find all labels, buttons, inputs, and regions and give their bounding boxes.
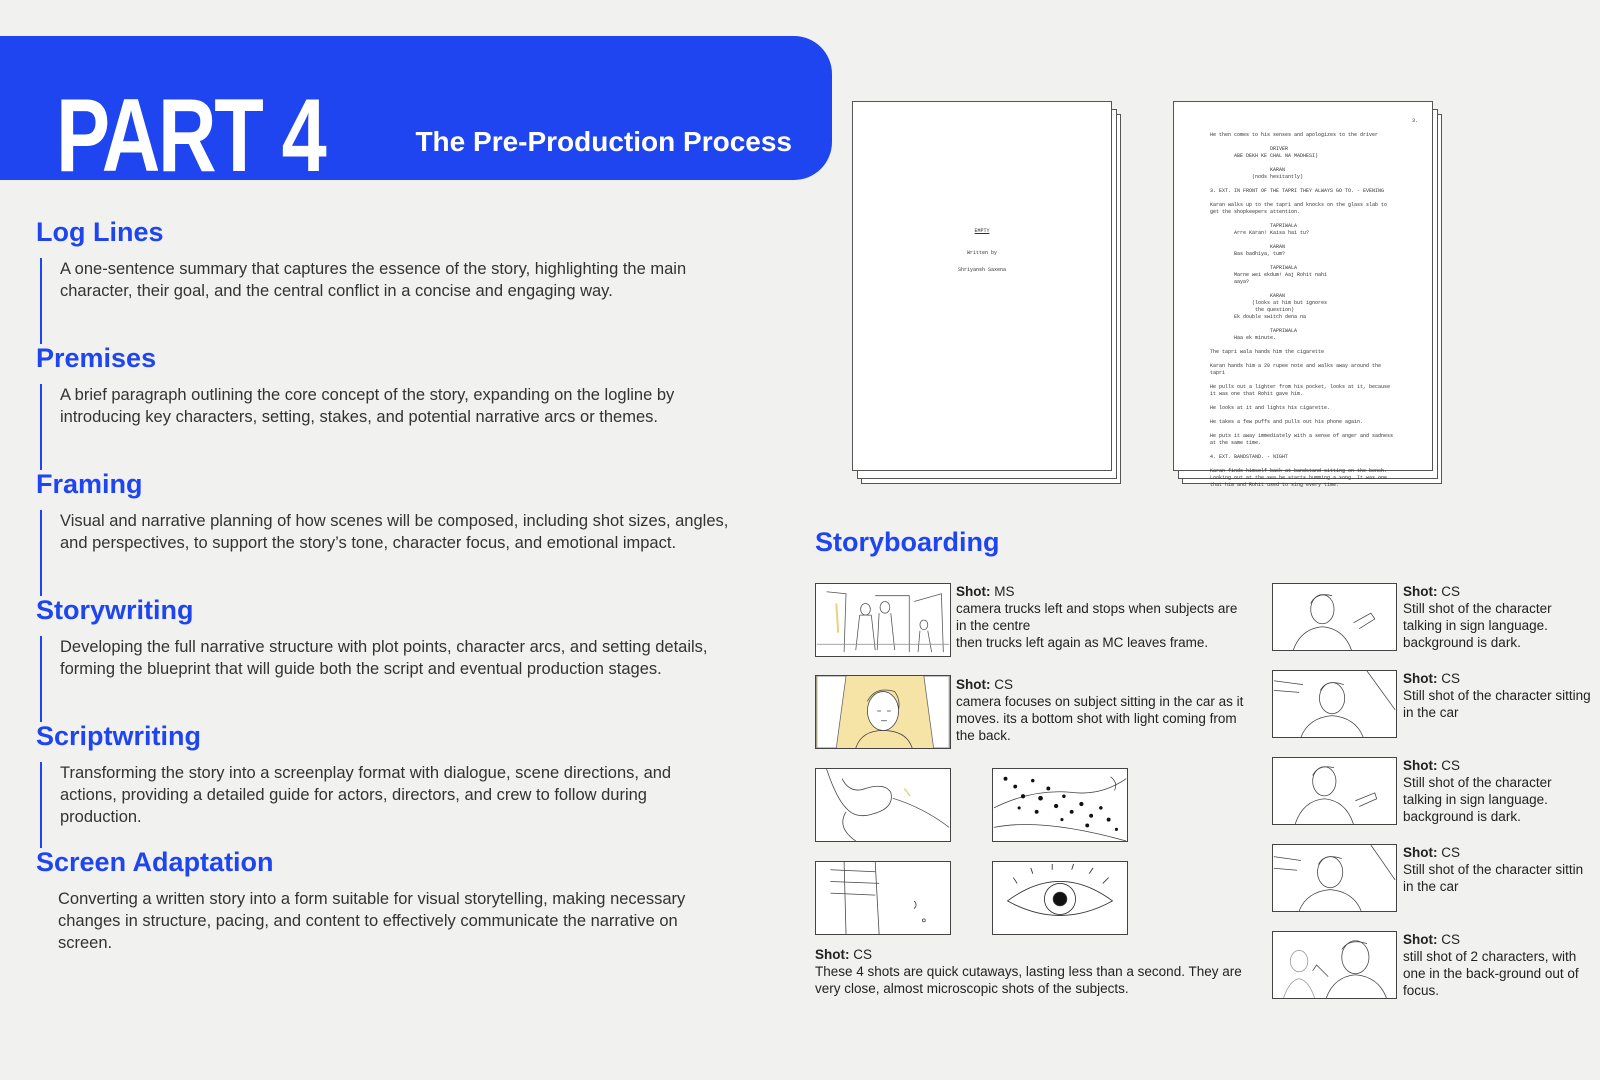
shot-description: These 4 shots are quick cutaways, lasting less than a second. They are very close, almost microscopic shots of the subjects.	[815, 964, 1242, 996]
shot-caption-right-2	[1403, 670, 1593, 721]
shot-description: still shot of 2 characters, with one in the back-ground out of focus.	[1403, 949, 1579, 998]
shot-label: Shot:	[815, 947, 850, 962]
script-page-number: 3.	[1411, 118, 1418, 124]
storyboard-frame-cutaway-skin	[992, 768, 1128, 842]
part-title: PART 4	[56, 78, 325, 194]
storyboard-frame-cutaway-hand	[815, 768, 951, 842]
storyboard-title: Storyboarding	[815, 527, 1000, 557]
section-title: Log Lines	[36, 217, 164, 247]
script-title-page	[852, 101, 1112, 471]
storyboard-frame-car-2	[1272, 670, 1397, 738]
shot-caption-car	[956, 676, 1256, 744]
section-body: Transforming the story into a screenplay format with dialogue, scene directions, and actions, providing a detailed guide for actors, directors, and crew to follow during production.	[40, 762, 730, 848]
shot-type: CS	[1441, 671, 1461, 686]
section-body: A one-sentence summary that captures the essence of the story, highlighting the main character, their goal, and the central conflict in a concise and engaging way.	[40, 258, 730, 344]
shot-type: CS	[853, 947, 873, 962]
storyboard-frame-car-3	[1272, 844, 1397, 912]
shot-description: Still shot of the character sittin in the car	[1403, 862, 1584, 894]
section-body: Visual and narrative planning of how scenes will be composed, including shot sizes, angles, and perspectives, to support the story’s tone, character focus, and emotional impact.	[40, 510, 730, 596]
section-storywriting	[36, 596, 736, 722]
shot-label: Shot:	[956, 677, 991, 692]
shot-type: CS	[1441, 758, 1461, 773]
shot-description: camera trucks left and stops when subjects are in the centre then trucks left again as MC leaves frame.	[956, 601, 1238, 650]
section-title: Screen Adaptation	[36, 847, 274, 877]
section-screen-adaptation	[36, 848, 736, 974]
shot-type: MS	[994, 584, 1015, 599]
shot-caption-right-4	[1403, 844, 1593, 895]
script-title: EMPTY	[974, 228, 990, 234]
shot-description: Still shot of the character talking in sign language. background is dark.	[1403, 601, 1552, 650]
storyboard-frame-car	[815, 675, 951, 749]
shot-description: camera focuses on subject sitting in the car as it moves. its a bottom shot with light coming from the back.	[956, 694, 1244, 743]
shot-label: Shot:	[1403, 671, 1438, 686]
section-title: Premises	[36, 343, 157, 373]
section-body: Converting a written story into a form suitable for visual storytelling, making necessary changes in structure, pacing, and content to effectively communicate the narrative on screen.	[58, 890, 686, 952]
shot-type: CS	[1441, 932, 1461, 947]
shot-label: Shot:	[1403, 584, 1438, 599]
shot-label: Shot:	[1403, 845, 1438, 860]
script-written-by: Written by	[966, 250, 997, 256]
section-body: A brief paragraph outlining the core concept of the story, expanding on the logline by introducing key characters, setting, stakes, and potential narrative arcs or themes.	[40, 384, 730, 470]
shot-type: CS	[1441, 845, 1461, 860]
section-premises	[36, 344, 736, 470]
shot-label: Shot:	[1403, 758, 1438, 773]
shot-caption-ms	[956, 583, 1251, 651]
shot-caption-cutaway	[815, 946, 1250, 997]
shot-description: Still shot of the character sitting in the car	[1403, 688, 1591, 720]
storyboard-frame-ms	[815, 583, 951, 657]
shot-caption-right-3	[1403, 757, 1593, 825]
section-title: Storywriting	[36, 595, 194, 625]
process-sections	[36, 218, 736, 974]
storyboard-frame-sign-language-2	[1272, 757, 1397, 825]
section-scriptwriting	[36, 722, 736, 848]
script-content-page	[1173, 101, 1433, 488]
part-subtitle: The Pre-Production Process	[415, 126, 792, 157]
storyboard-frame-cutaway-eye	[992, 861, 1128, 935]
storyboard-frame-sign-language-1	[1272, 583, 1397, 651]
storyboard-frame-cutaway-fabric	[815, 861, 951, 935]
shot-type: CS	[994, 677, 1014, 692]
section-body: Developing the full narrative structure with plot points, character arcs, and setting details, forming the blueprint that will guide both the script and eventual production stages.	[40, 636, 730, 722]
section-title: Framing	[36, 469, 143, 499]
section-log-lines	[36, 218, 736, 344]
shot-caption-right-1	[1403, 583, 1593, 651]
shot-label: Shot:	[956, 584, 991, 599]
script-body: He then comes to his senses and apologizes to the driver DRIVER ABE DEKH KE CHAL NA MADHESI) KARAN (nods hesitantly) 3. EXT. IN FRONT OF THE TAPRI THEY ALWAYS GO TO. - EVENING Karan walks up to the tapri and knocks on the glass slab to get the shopkeepers attention. TAPRIWALA Arre Karan! Kaisa hai tu? KARAN Bas badhiya, tum? TAPRIWALA Marne wei ekdum! Aaj Rohit nahi aaya? KARAN (looks at him but ignores the question) Ek double switch dena na TAPRIWALA Haa ek minute. The tapri wala hands him the cigarette Karan hands him a 20 rupee note and walks away around the tapri He pulls out a lighter from his pocket, looks at it, because it was one that Rohit gave him. He looks at it and lights his cigarette. He takes a few puffs and pulls out his phone again. He puts it away immediately with a sense of anger and sadness at the same time. 4. EXT. BANDSTAND. - NIGHT Karan finds himself back at bandstand sitting on the bench. Looking out at the sea he starts humming a song. It was one that him and Rohit used to sing every time.	[1210, 132, 1394, 488]
script-author: Shriyansh Saxena	[957, 267, 1006, 273]
shot-type: CS	[1441, 584, 1461, 599]
storyboard-frame-two-characters	[1272, 931, 1397, 999]
shot-caption-right-5	[1403, 931, 1593, 999]
shot-label: Shot:	[1403, 932, 1438, 947]
header-banner	[0, 36, 832, 194]
section-framing	[36, 470, 736, 596]
section-title: Scriptwriting	[36, 721, 202, 751]
shot-description: Still shot of the character talking in sign language. background is dark.	[1403, 775, 1552, 824]
